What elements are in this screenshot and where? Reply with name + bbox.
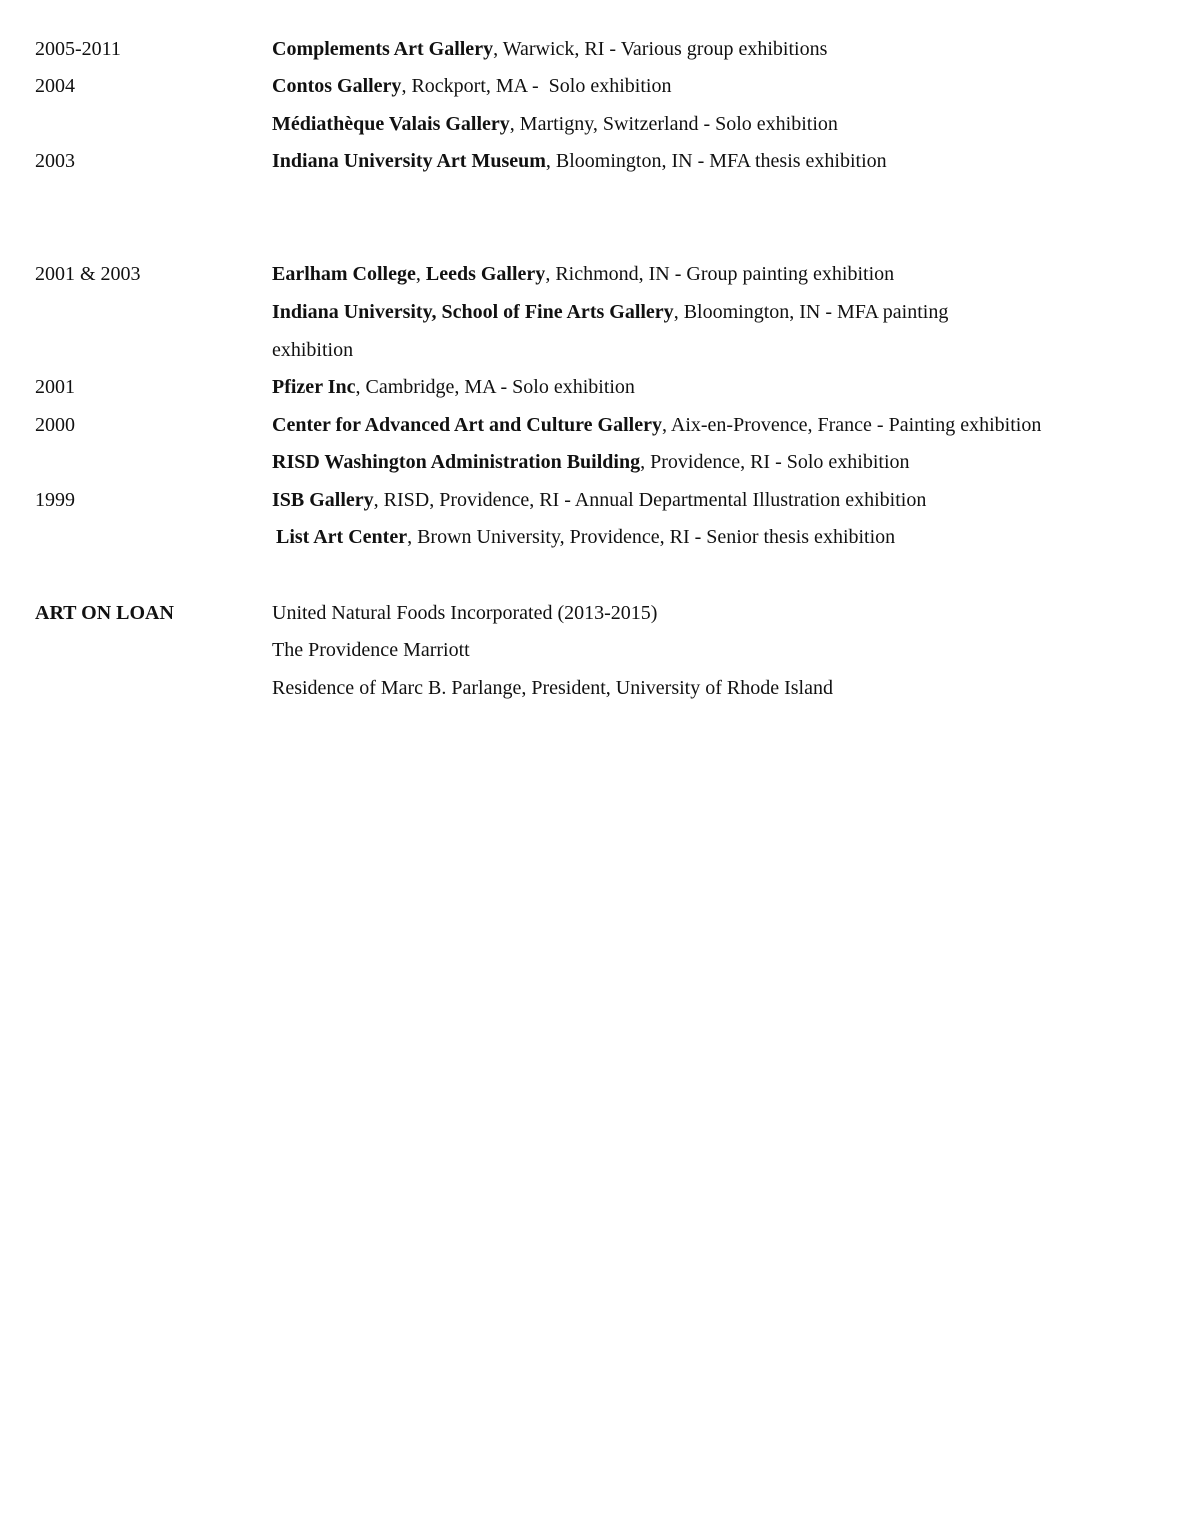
venue-name: Pfizer Inc [272, 376, 356, 398]
exhibition-row [0, 148, 1190, 186]
venue-name: Indiana University Art Museum [272, 150, 546, 172]
venue-details: , Aix-en-Provence, France - Painting exhibition [661, 414, 1042, 436]
venue-name: Complements Art Gallery [272, 38, 494, 60]
exhibition-date: 1999 [35, 489, 75, 511]
exhibition-row-continuation [0, 337, 1190, 375]
art-on-loan-row [0, 675, 1190, 713]
venue-separator: , [415, 263, 426, 285]
exhibition-date: 2004 [35, 75, 75, 97]
venue-name: ISB Gallery [272, 489, 374, 511]
venue-details: , Bloomington, IN - MFA thesis exhibition [545, 150, 887, 172]
loan-item: The Providence Marriott [272, 639, 470, 661]
exhibition-row [0, 449, 1190, 487]
exhibition-entry [272, 299, 948, 325]
exhibition-date: 2005-2011 [35, 38, 121, 60]
exhibition-entry [272, 36, 827, 62]
exhibition-entry [272, 412, 1041, 438]
venue-details: , Martigny, Switzerland - Solo exhibition [509, 113, 838, 135]
exhibition-date: 2003 [35, 150, 75, 172]
venue-name: Médiathèque Valais Gallery [272, 113, 510, 135]
exhibition-entry [276, 524, 895, 550]
venue-details: , Richmond, IN - Group painting exhibition [545, 263, 895, 285]
exhibition-row [0, 261, 1190, 299]
exhibition-entry [272, 487, 926, 513]
exhibition-entry [272, 261, 894, 287]
exhibition-entry [272, 374, 635, 400]
exhibition-row [0, 524, 1190, 562]
venue-name-secondary: Leeds Gallery [425, 263, 546, 285]
exhibition-continuation: exhibition [272, 339, 354, 361]
venue-details: , Providence, RI - Solo exhibition [640, 451, 910, 473]
exhibition-row [0, 487, 1190, 525]
venue-name: Earlham College [272, 263, 416, 285]
venue-details: , Warwick, RI - Various group exhibitions [493, 38, 828, 60]
exhibition-row [0, 73, 1190, 111]
art-on-loan-row [0, 600, 1190, 638]
exhibition-date: 2001 & 2003 [35, 263, 141, 285]
section-heading-art-on-loan: ART ON LOAN [35, 602, 174, 624]
venue-details: , Cambridge, MA - Solo exhibition [355, 376, 635, 398]
venue-name: Indiana University, School of Fine Arts Gallery [272, 301, 674, 323]
venue-name: Center for Advanced Art and Culture Gallery [272, 414, 662, 436]
exhibition-row [0, 111, 1190, 149]
exhibition-date: 2001 [35, 376, 75, 398]
art-on-loan-row [0, 637, 1190, 675]
venue-name: List Art Center [276, 526, 408, 548]
venue-details: , Rockport, MA - Solo exhibition [401, 75, 672, 97]
venue-details: , RISD, Providence, RI - Annual Departmental Illustration exhibition [373, 489, 927, 511]
exhibition-entry [272, 73, 671, 99]
venue-details: , Bloomington, IN - MFA painting [673, 301, 949, 323]
exhibition-date: 2000 [35, 414, 75, 436]
exhibition-row [0, 412, 1190, 450]
loan-item: Residence of Marc B. Parlange, President, University of Rhode Island [272, 677, 833, 699]
loan-item: United Natural Foods Incorporated (2013-2015) [272, 602, 658, 624]
exhibition-row [0, 36, 1190, 74]
exhibition-entry [272, 449, 910, 475]
venue-details: , Brown University, Providence, RI - Senior thesis exhibition [407, 526, 896, 548]
venue-name: Contos Gallery [272, 75, 402, 97]
exhibition-row [0, 299, 1190, 337]
venue-name: RISD Washington Administration Building [272, 451, 641, 473]
exhibition-row [0, 374, 1190, 412]
exhibition-entry [272, 148, 887, 174]
exhibition-entry [272, 111, 838, 137]
